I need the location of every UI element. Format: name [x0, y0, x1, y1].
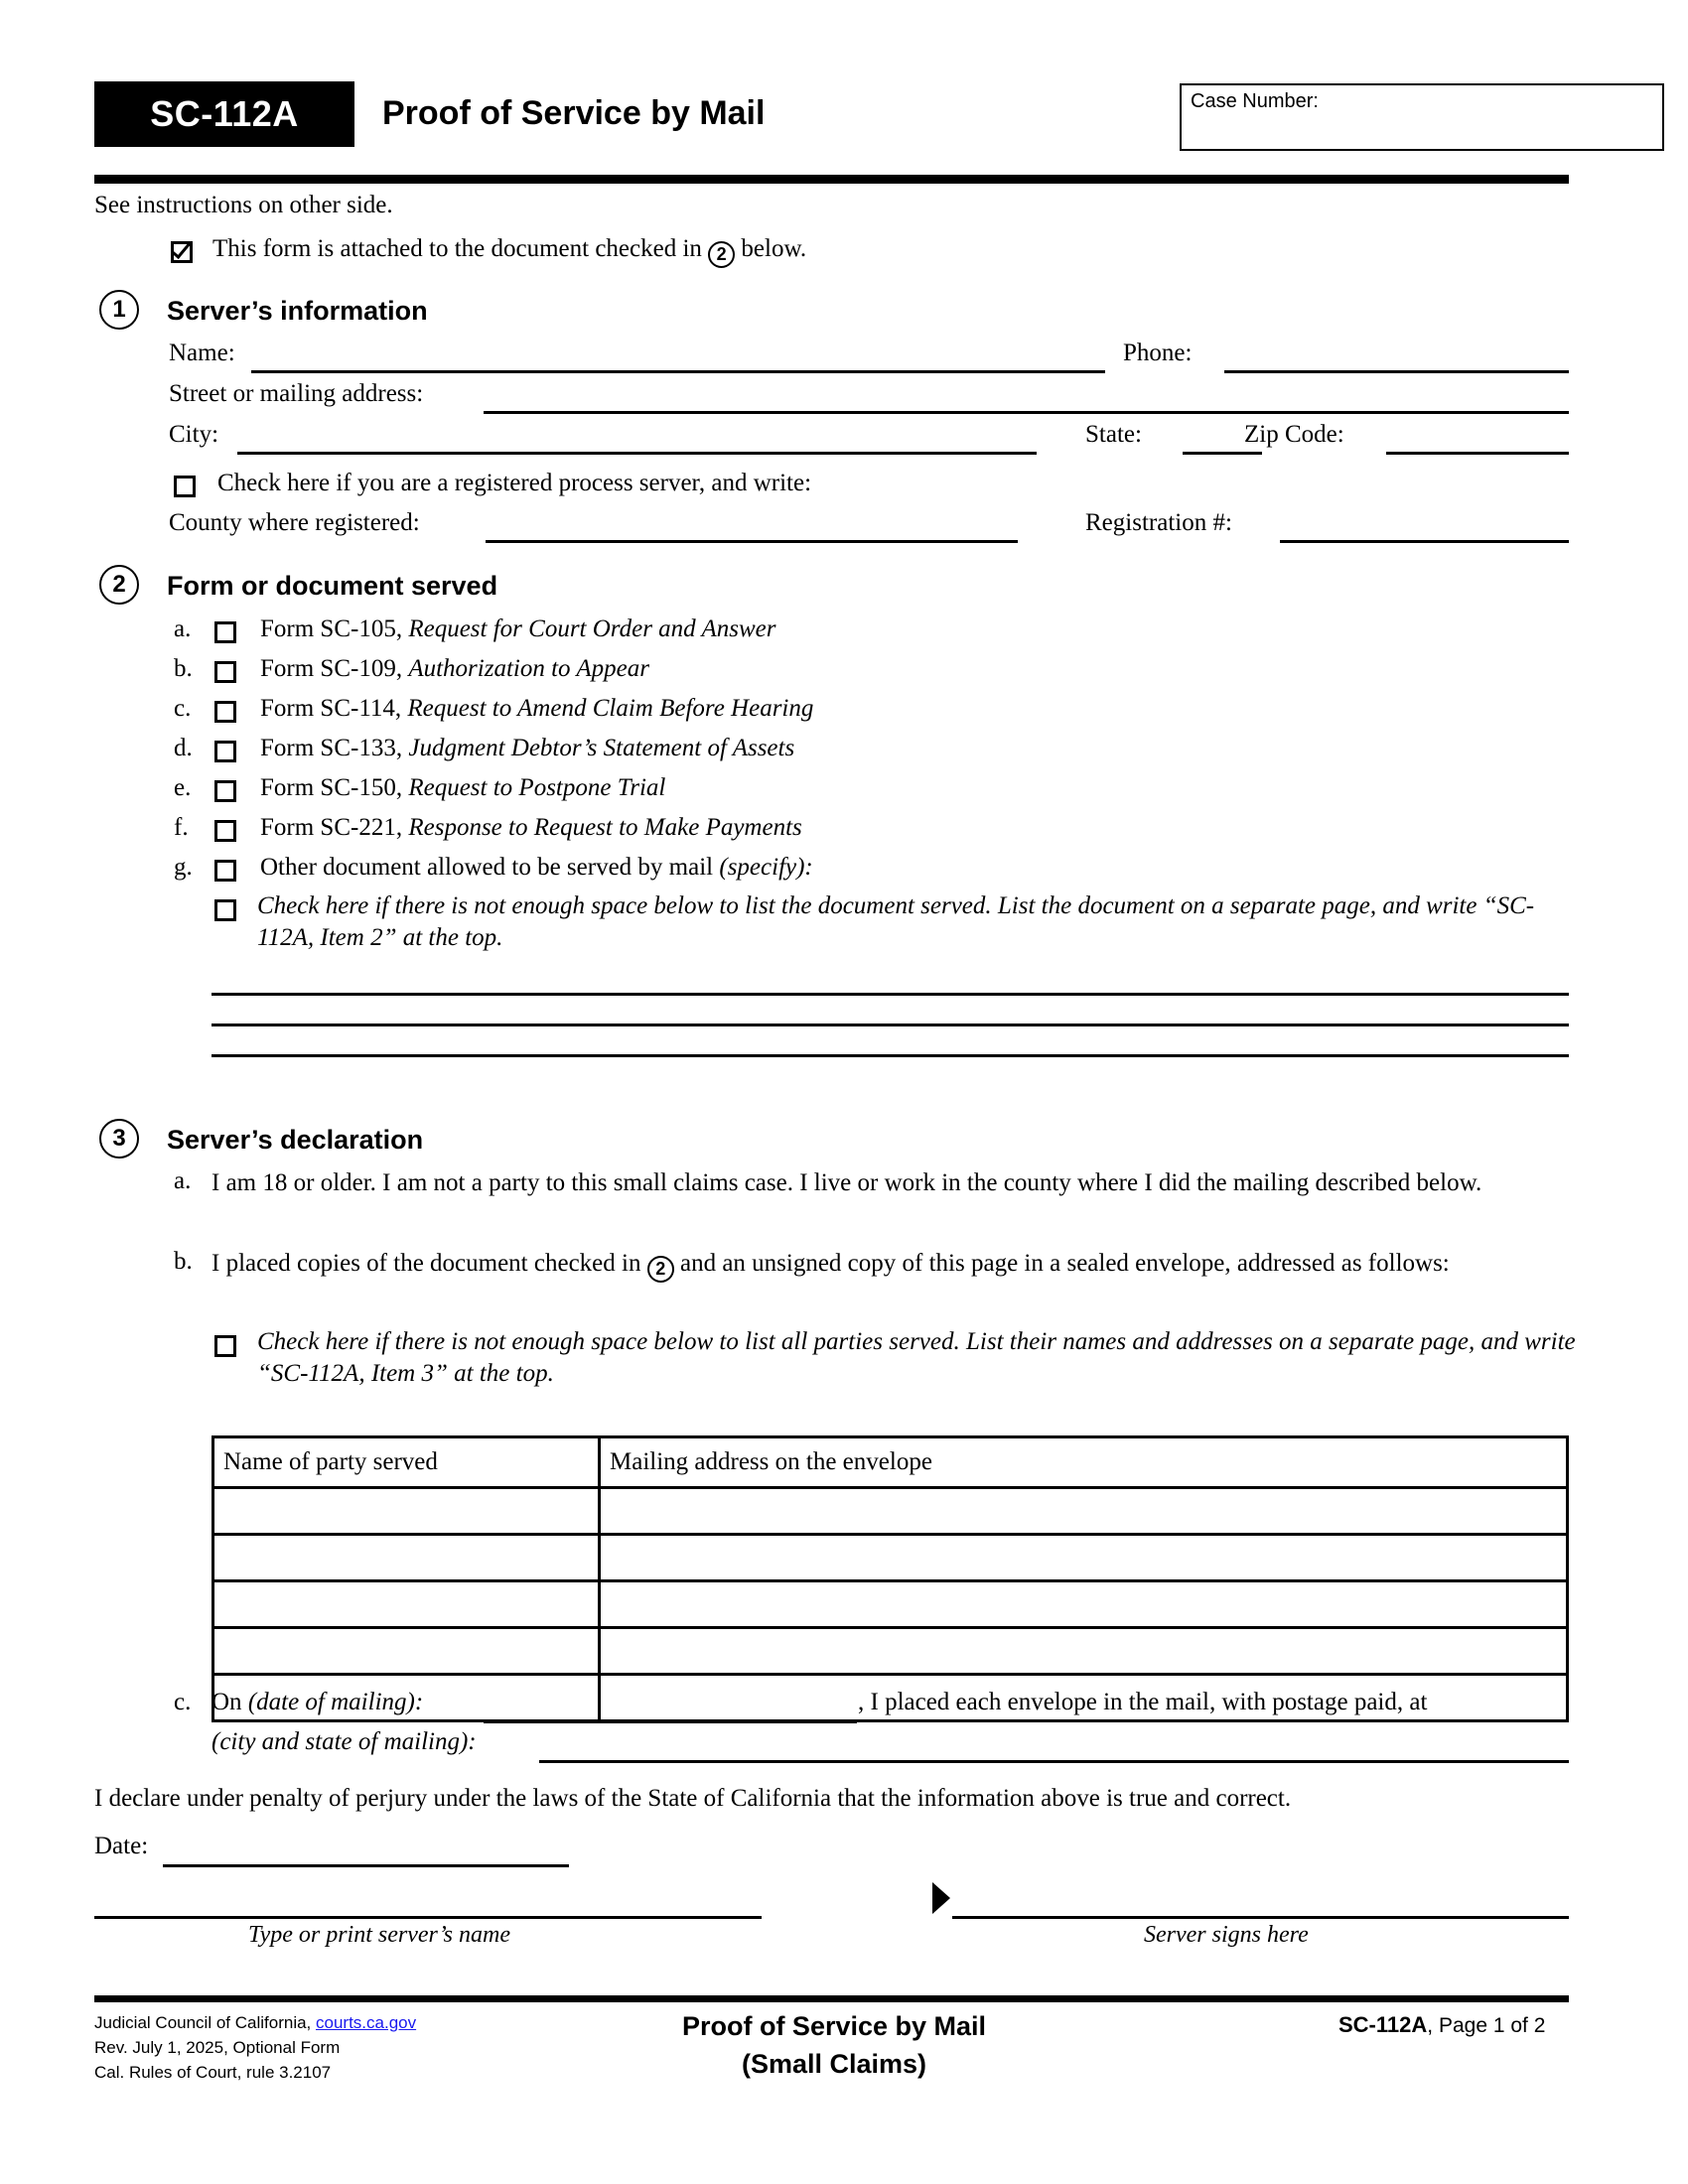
registration-number-label: Registration #: — [1085, 509, 1232, 536]
section3-item-a-letter: a. — [174, 1167, 192, 1194]
phone-input-line[interactable] — [1224, 370, 1569, 373]
doc-item-form-title: Request to Postpone Trial — [408, 774, 666, 801]
doc-item-form-title: Authorization to Appear — [408, 655, 649, 682]
doc-item-letter: d. — [174, 735, 193, 761]
footer-rule-of-court: Cal. Rules of Court, rule 3.2107 — [94, 2063, 332, 2082]
item-b-text-part1: I placed copies of the document checked in — [211, 1250, 641, 1277]
item3-not-enough-space-label: Check here if there is not enough space below to list all parties served. List their names and addresses on a separate page, and write “SC-112A, Item 3” at the top. — [257, 1328, 1576, 1387]
doc-item-form-name: Form SC-221, — [260, 814, 409, 841]
table-body — [213, 1488, 1568, 1721]
city-input-line[interactable] — [237, 452, 1037, 455]
item3-not-enough-space-checkbox[interactable] — [214, 1335, 236, 1357]
cell-party-name[interactable] — [213, 1581, 600, 1628]
form-header — [94, 81, 1569, 171]
signature-line[interactable] — [952, 1916, 1569, 1919]
document-description-line[interactable] — [211, 1054, 1569, 1057]
case-number-label: Case Number: — [1191, 90, 1319, 112]
table-row — [213, 1488, 1568, 1535]
table-row — [213, 1628, 1568, 1675]
cell-party-name[interactable] — [213, 1488, 600, 1535]
date-of-mailing-input-line[interactable] — [484, 1720, 857, 1723]
doc-item-form-name: Form SC-109, — [260, 655, 409, 682]
county-registered-input-line[interactable] — [486, 540, 1018, 543]
inline-circle-two: 2 — [708, 241, 735, 268]
cell-party-name[interactable] — [213, 1628, 600, 1675]
city-state-of-mailing-input-line[interactable] — [539, 1760, 1569, 1763]
doc-item-letter: e. — [174, 774, 192, 801]
cell-mailing-address[interactable] — [600, 1488, 1568, 1535]
cell-mailing-address[interactable] — [600, 1628, 1568, 1675]
header-divider-rule — [94, 175, 1569, 184]
doc-item-checkbox[interactable] — [214, 741, 236, 762]
doc-item-checkbox[interactable] — [214, 621, 236, 643]
date-signature-input-line[interactable] — [163, 1864, 569, 1867]
section-3-number: 3 — [99, 1119, 139, 1159]
doc-item-letter: b. — [174, 655, 193, 682]
print-name-caption: Type or print server’s name — [248, 1922, 510, 1948]
name-input-line[interactable] — [251, 370, 1105, 373]
registration-number-input-line[interactable] — [1280, 540, 1569, 543]
doc-item-form-title: Response to Request to Make Payments — [408, 814, 802, 841]
city-label: City: — [169, 421, 219, 448]
registered-process-server-checkbox[interactable] — [174, 476, 196, 497]
column-header-name: Name of party served — [213, 1437, 600, 1488]
footer-center-subtitle: (Small Claims) — [741, 2049, 927, 2079]
doc-item-checkbox[interactable] — [214, 780, 236, 802]
doc-item-label — [260, 655, 649, 684]
footer-page-number: , Page 1 of 2 — [1427, 2014, 1546, 2037]
street-input-line[interactable] — [484, 411, 1569, 414]
doc-item-form-title: Request to Amend Claim Before Hearing — [407, 695, 814, 722]
doc-item-form-name: Form SC-133, — [260, 735, 409, 761]
registered-process-server-label: Check here if you are a registered process server, and write: — [217, 470, 812, 496]
doc-item-letter: f. — [174, 814, 189, 841]
item-c-city-state-label: (city and state of mailing): — [211, 1728, 477, 1755]
doc-item-letter: g. — [174, 854, 193, 881]
section-1-number: 1 — [99, 290, 139, 330]
item2-not-enough-space-checkbox[interactable] — [214, 899, 236, 921]
form-attached-checkbox[interactable] — [171, 241, 193, 263]
section-2-heading: Form or document served — [167, 571, 498, 601]
zip-label: Zip Code: — [1244, 421, 1344, 448]
date-signature-label: Date: — [94, 1833, 149, 1859]
county-registered-label: County where registered: — [169, 509, 420, 536]
footer-council-prefix: Judicial Council of California, — [94, 2013, 316, 2032]
section-3-heading: Server’s declaration — [167, 1125, 424, 1155]
table-row — [213, 1581, 1568, 1628]
footer-council-line — [94, 2011, 416, 2036]
item-b-text-part2: and an unsigned copy of this page in a sealed envelope, addressed as follows: — [679, 1250, 1450, 1277]
form-attached-text-after: below. — [741, 235, 807, 262]
document-description-line[interactable] — [211, 993, 1569, 996]
section3-item-b-text — [211, 1248, 1569, 1283]
doc-item-form-title: Judgment Debtor’s Statement of Assets — [408, 735, 795, 761]
doc-item-form-name: Other document allowed to be served by mail — [260, 854, 720, 881]
doc-item-label — [260, 615, 776, 644]
item-c-date-label: (date of mailing): — [247, 1689, 424, 1715]
parties-served-table — [211, 1435, 1569, 1722]
form-title: Proof of Service by Mail — [382, 94, 766, 132]
doc-item-label — [260, 695, 813, 724]
column-header-address: Mailing address on the envelope — [600, 1437, 1568, 1488]
form-attached-label — [212, 235, 806, 268]
section3-item-b-letter: b. — [174, 1248, 193, 1275]
footer-courts-link[interactable]: courts.ca.gov — [316, 2013, 417, 2032]
section-1-heading: Server’s information — [167, 296, 428, 326]
doc-item-label — [260, 854, 813, 883]
doc-item-form-name: Form SC-114, — [260, 695, 408, 722]
doc-item-label — [260, 774, 665, 803]
section3-item-c-letter: c. — [174, 1689, 192, 1715]
name-label: Name: — [169, 340, 235, 366]
item-c-on-word: On — [211, 1689, 248, 1715]
table-header-row — [213, 1437, 1568, 1488]
document-description-line[interactable] — [211, 1024, 1569, 1026]
doc-item-form-title: Request for Court Order and Answer — [408, 615, 776, 642]
footer-center-title: Proof of Service by Mail — [681, 2011, 987, 2041]
state-input-line[interactable] — [1183, 452, 1262, 455]
footer-revision: Rev. July 1, 2025, Optional Form — [94, 2038, 341, 2057]
table-row — [213, 1535, 1568, 1581]
doc-item-checkbox[interactable] — [214, 701, 236, 723]
footer-page-info — [1338, 2012, 1545, 2038]
doc-item-checkbox[interactable] — [214, 661, 236, 683]
doc-item-form-title: (specify): — [719, 854, 813, 881]
footer-divider-rule — [94, 1995, 1569, 2002]
print-name-line[interactable] — [94, 1916, 762, 1919]
doc-item-form-name: Form SC-105, — [260, 615, 409, 642]
section3-item-c-after-date: , I placed each envelope in the mail, with postage paid, at — [858, 1689, 1428, 1715]
zip-input-line[interactable] — [1386, 452, 1569, 455]
doc-item-checkbox[interactable] — [214, 860, 236, 882]
inline-circle-two-b: 2 — [647, 1256, 674, 1283]
section3-item-a-text: I am 18 or older. I am not a party to this small claims case. I live or work in the county where I did the mailing described below. — [211, 1169, 1482, 1196]
phone-label: Phone: — [1123, 340, 1193, 366]
doc-item-form-name: Form SC-150, — [260, 774, 409, 801]
doc-item-letter: a. — [174, 615, 192, 642]
footer-form-number: SC-112A — [1338, 2012, 1428, 2037]
signature-arrow-icon — [932, 1882, 950, 1914]
section3-item-c-on — [211, 1689, 423, 1717]
form-attached-text-before: This form is attached to the document checked in — [212, 235, 702, 262]
section-2-number: 2 — [99, 565, 139, 605]
doc-item-letter: c. — [174, 695, 192, 722]
case-number-box[interactable] — [1180, 83, 1664, 151]
state-label: State: — [1085, 421, 1142, 448]
doc-item-label — [260, 735, 794, 763]
item2-not-enough-space-label: Check here if there is not enough space below to list the document served. List the document on a separate page, and write “SC-112A, Item 2” at the top. — [257, 892, 1535, 951]
cell-mailing-address[interactable] — [600, 1581, 1568, 1628]
form-number-badge: SC-112A — [94, 81, 354, 147]
cell-mailing-address[interactable] — [600, 1535, 1568, 1581]
doc-item-checkbox[interactable] — [214, 820, 236, 842]
cell-party-name[interactable] — [213, 1535, 600, 1581]
instructions-note: See instructions on other side. — [94, 192, 393, 218]
signature-caption: Server signs here — [1144, 1922, 1309, 1948]
perjury-declaration: I declare under penalty of perjury under the laws of the State of California that the information above is true and correct. — [94, 1785, 1292, 1812]
doc-item-label — [260, 814, 802, 843]
street-label: Street or mailing address: — [169, 380, 424, 407]
